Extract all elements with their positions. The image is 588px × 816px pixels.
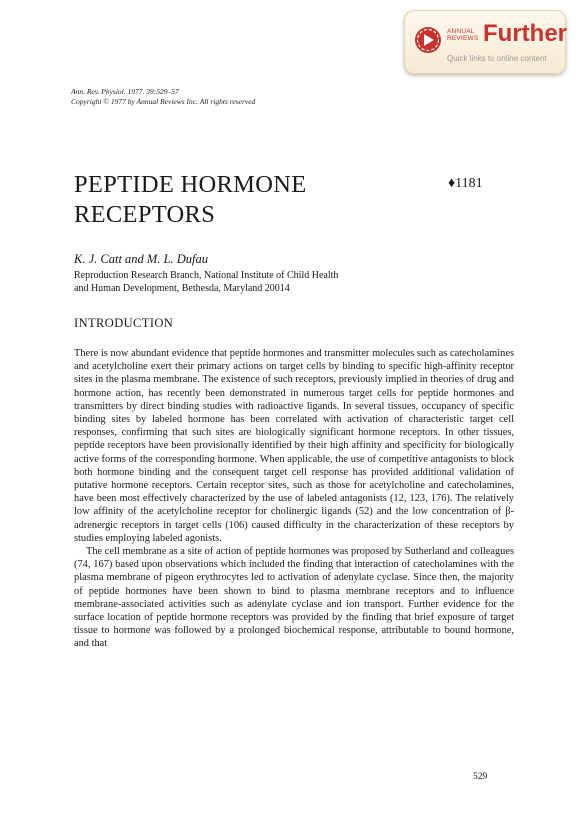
annual-reviews-further-badge[interactable] (404, 10, 566, 74)
badge-tagline: Quick links to online content (447, 54, 547, 63)
badge-further-label: Further (483, 20, 567, 47)
affiliation-line-2: and Human Development, Bethesda, Maryland 20014 (74, 283, 290, 294)
paragraph: The cell membrane as a site of action of peptide hormones was proposed by Sutherland and colleagues (74, 167) based upon observations which included the finding that interaction of catecholamines with the plasma membrane of pigeon erythrocytes led to activation of adenylate cyclase. Since then, the majority of peptide hormones have been shown to bind to plasma membrane receptors and to influence membrane-associated activities such as adenylate cyclase and ion transport. Further evidence for the surface location of peptide hormone receptors was provided by the finding that brief exposure of target tissue to hormone was followed by a prolonged biochemical response, attributable to bound hormone, and that (74, 546, 514, 650)
citation-copyright: Copyright © 1977 by Annual Reviews Inc. All rights reserved (71, 97, 256, 106)
article-number: ♦1181 (448, 176, 483, 191)
journal-citation (71, 87, 255, 107)
annual-reviews-logo-icon (415, 27, 441, 53)
title-line-2: RECEPTORS (74, 201, 216, 228)
affiliation (74, 269, 338, 295)
title-line-1: PEPTIDE HORMONE (74, 171, 307, 198)
authors: K. J. Catt and M. L. Dufau (74, 252, 209, 266)
paragraph: There is now abundant evidence that peptide hormones and transmitter molecules such as catecholamines and acetylcholine exert their primary actions on target cells by binding to specific high-affinity receptor sites in the plasma membrane. The existence of such receptors, previously implied in theories of drug and hormone action, has recently been demonstrated in numerous target cells for peptide hormones and transmitters by direct binding studies with radioactive ligands. In several tissues, occupancy of specific binding sites by labeled hormone has been correlated with activation of characteristic target cell responses, confirming that such sites are biologically significant hormone receptors. In other tissues, peptide receptors have been provisionally identified by their high affinity and specificity for biologically active forms of the corresponding hormone. When applicable, the use of competitive antagonists to block both hormone binding and the consequent target cell response has provided additional validation of putative hormone receptors. Certain receptor sites, such as those for acetylcholine and catecholamines, have been most effectively characterized by the use of labeled antagonists (12, 123, 176). The relatively low affinity of the acetylcholine receptor for cholinergic ligands (52) and the low concentration of β-adrenergic receptors in target cells (106) caused difficulty in the characterization of these receptors by studies employing labeled agonists. (74, 348, 514, 544)
affiliation-line-1: Reproduction Research Branch, National Institute of Child Health (74, 270, 339, 281)
section-heading: INTRODUCTION (74, 316, 174, 330)
body-text (74, 347, 514, 651)
badge-brand: ANNUAL REVIEWS (447, 28, 479, 42)
article-title (74, 170, 307, 230)
citation-line-1: Ann. Rev. Physiol. 1977. 39:529–57 (71, 87, 179, 96)
page-number: 529 (473, 772, 488, 782)
